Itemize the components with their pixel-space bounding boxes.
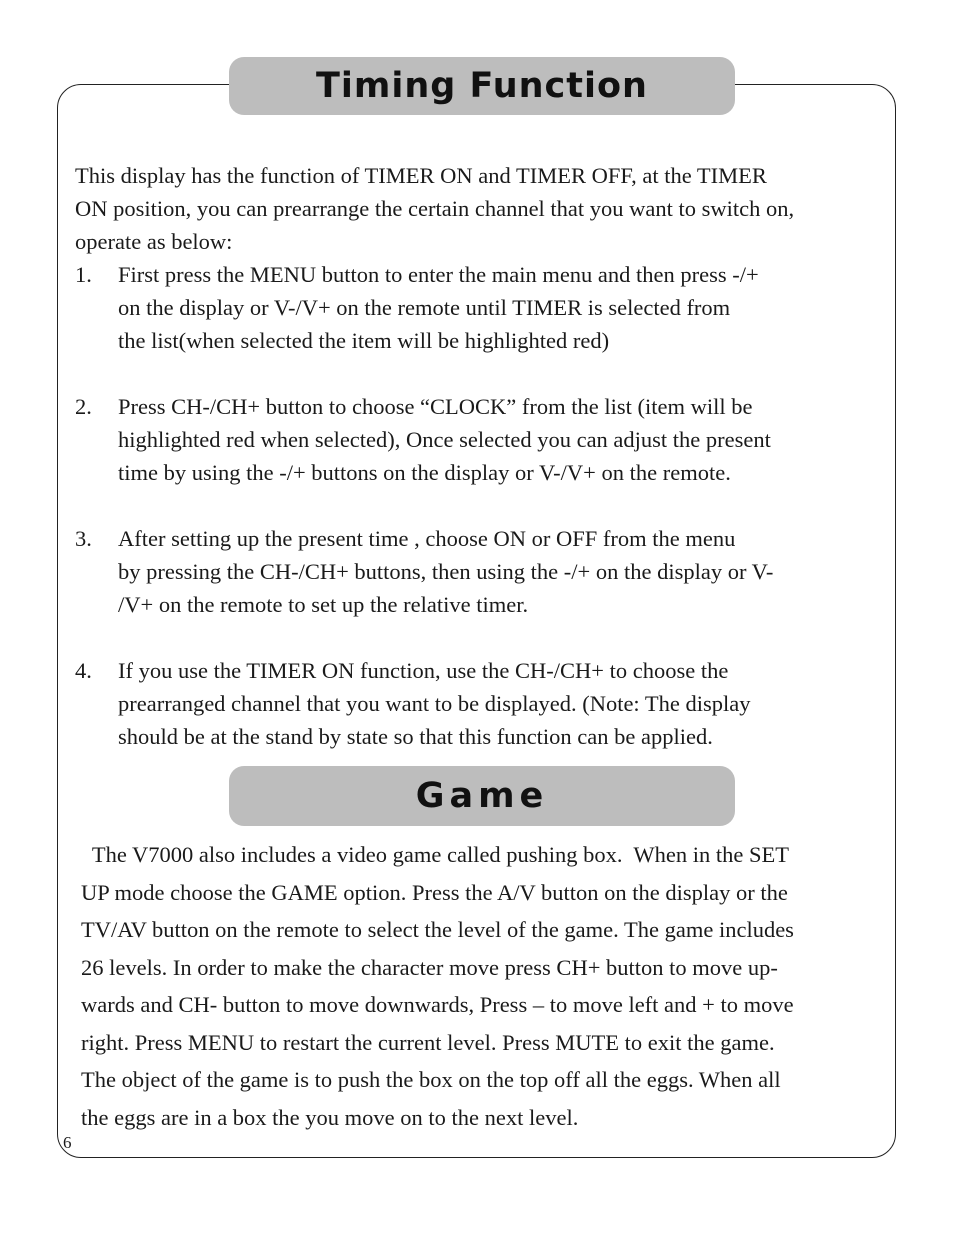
game-description bbox=[81, 836, 881, 1136]
step-line: Press CH-/CH+ button to choose “CLOCK” from the list (item will be bbox=[118, 394, 753, 419]
game-line: The object of the game is to push the box on the top off all the eggs. When all bbox=[81, 1067, 781, 1092]
step-4 bbox=[75, 654, 885, 753]
step-line: time by using the -/+ buttons on the display or V-/V+ on the remote. bbox=[118, 460, 731, 485]
step-line: prearranged channel that you want to be displayed. (Note: The display bbox=[118, 691, 751, 716]
game-line: UP mode choose the GAME option. Press the A/V button on the display or the bbox=[81, 879, 788, 905]
intro-line: This display has the function of TIMER ON and TIMER OFF, at the TIMER bbox=[75, 163, 767, 188]
step-line: the list(when selected the item will be highlighted red) bbox=[118, 328, 610, 353]
game-line: right. Press MENU to restart the current level. Press MUTE to exit the game. bbox=[81, 1029, 775, 1055]
step-2 bbox=[75, 390, 885, 489]
timing-function-title: Timing Function bbox=[316, 66, 648, 106]
step-line: First press the MENU button to enter the main menu and then press -/+ bbox=[118, 262, 759, 287]
game-line: 26 levels. In order to make the character move press CH+ button to move up- bbox=[81, 954, 778, 980]
game-heading bbox=[229, 766, 735, 826]
step-line: After setting up the present time , choose ON or OFF from the menu bbox=[118, 526, 736, 551]
step-number: 4. bbox=[75, 658, 92, 683]
game-line: the eggs are in a box the you move on to the next level. bbox=[81, 1104, 579, 1130]
timing-steps-list bbox=[75, 258, 885, 786]
page-number: 6 bbox=[63, 1133, 72, 1152]
step-line: highlighted red when selected), Once selected you can adjust the present bbox=[118, 427, 771, 452]
intro-line: operate as below: bbox=[75, 229, 233, 254]
step-line: on the display or V-/V+ on the remote until TIMER is selected from bbox=[118, 295, 731, 320]
game-line: The V7000 also includes a video game called pushing box. When in the SET bbox=[81, 842, 789, 867]
step-line: by pressing the CH-/CH+ buttons, then using the -/+ on the display or V- bbox=[118, 559, 774, 584]
game-line: wards and CH- button to move downwards, Press – to move left and + to move bbox=[81, 992, 794, 1017]
step-line: /V+ on the remote to set up the relative timer. bbox=[118, 592, 529, 617]
step-number: 3. bbox=[75, 526, 92, 551]
step-number: 2. bbox=[75, 394, 92, 419]
timing-intro bbox=[75, 159, 885, 258]
step-number: 1. bbox=[75, 262, 92, 287]
step-line: If you use the TIMER ON function, use the CH-/CH+ to choose the bbox=[118, 658, 729, 683]
intro-line: ON position, you can prearrange the certain channel that you want to switch on, bbox=[75, 196, 795, 221]
step-line: should be at the stand by state so that this function can be applied. bbox=[118, 724, 713, 749]
timing-function-heading bbox=[229, 57, 735, 115]
step-1 bbox=[75, 258, 885, 357]
game-line: TV/AV button on the remote to select the level of the game. The game includes bbox=[81, 917, 794, 942]
step-3 bbox=[75, 522, 885, 621]
game-title: Game bbox=[415, 776, 549, 816]
